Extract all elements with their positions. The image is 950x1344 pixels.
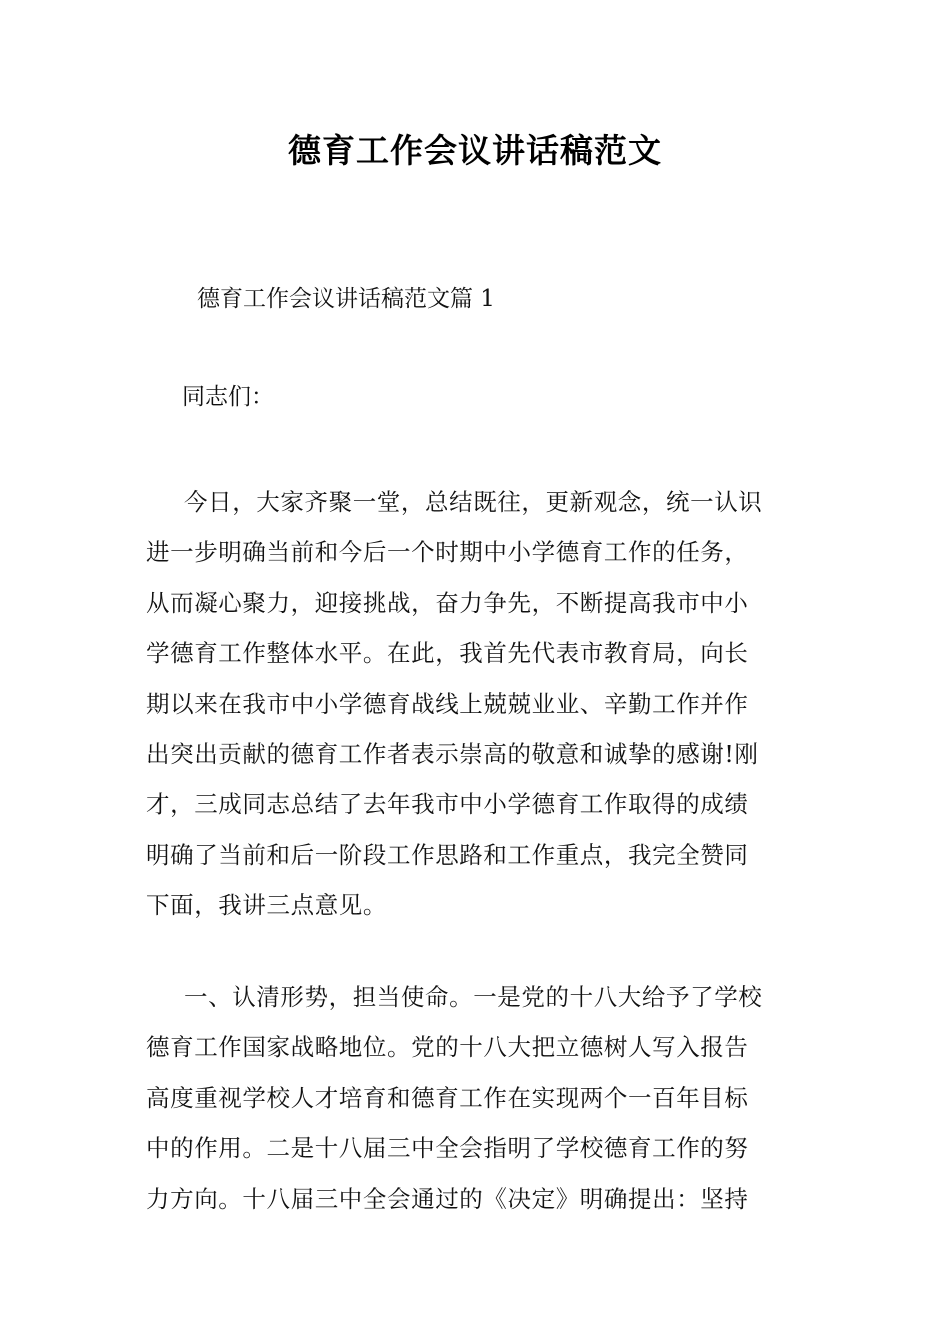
- section-heading: 德育工作会议讲话稿范文篇 1: [197, 286, 495, 312]
- paragraph-line: 今日，大家齐聚一堂，总结既往，更新观念，统一认识: [184, 488, 763, 516]
- paragraph-line: 期以来在我市中小学德育战线上兢兢业业、辛勤工作并作: [146, 689, 749, 718]
- paragraph-line: 从而凝心聚力，迎接挑战，奋力争先，不断提高我市中小: [146, 588, 749, 617]
- body-paragraph-2: [146, 972, 808, 1224]
- body-paragraph-1: [146, 477, 808, 931]
- paragraph-line: 明确了当前和后一阶段工作思路和工作重点，我完全赞同: [146, 840, 749, 869]
- paragraph-line: 下面，我讲三点意见。: [146, 891, 387, 920]
- paragraph-line: 德育工作国家战略地位。党的十八大把立德树人写入报告: [146, 1033, 749, 1062]
- paragraph-line: 一、认清形势，担当使命。一是党的十八大给予了学校: [184, 983, 763, 1011]
- paragraph-line: 学德育工作整体水平。在此，我首先代表市教育局，向长: [146, 639, 749, 668]
- paragraph-line: 中的作用。二是十八届三中全会指明了学校德育工作的努: [146, 1134, 749, 1163]
- paragraph-line: 力方向。十八届三中全会通过的《决定》明确提出：坚持: [146, 1184, 749, 1213]
- paragraph-line: 进一步明确当前和今后一个时期中小学德育工作的任务，: [146, 538, 749, 567]
- salutation: 同志们：: [182, 384, 274, 410]
- paragraph-line: 出突出贡献的德育工作者表示崇高的敬意和诚挚的感谢!刚: [146, 740, 759, 769]
- paragraph-line: 高度重视学校人才培育和德育工作在实现两个一百年目标: [146, 1083, 749, 1112]
- document-title: 德育工作会议讲话稿范文: [288, 131, 662, 170]
- paragraph-line: 才，三成同志总结了去年我市中小学德育工作取得的成绩: [146, 790, 749, 819]
